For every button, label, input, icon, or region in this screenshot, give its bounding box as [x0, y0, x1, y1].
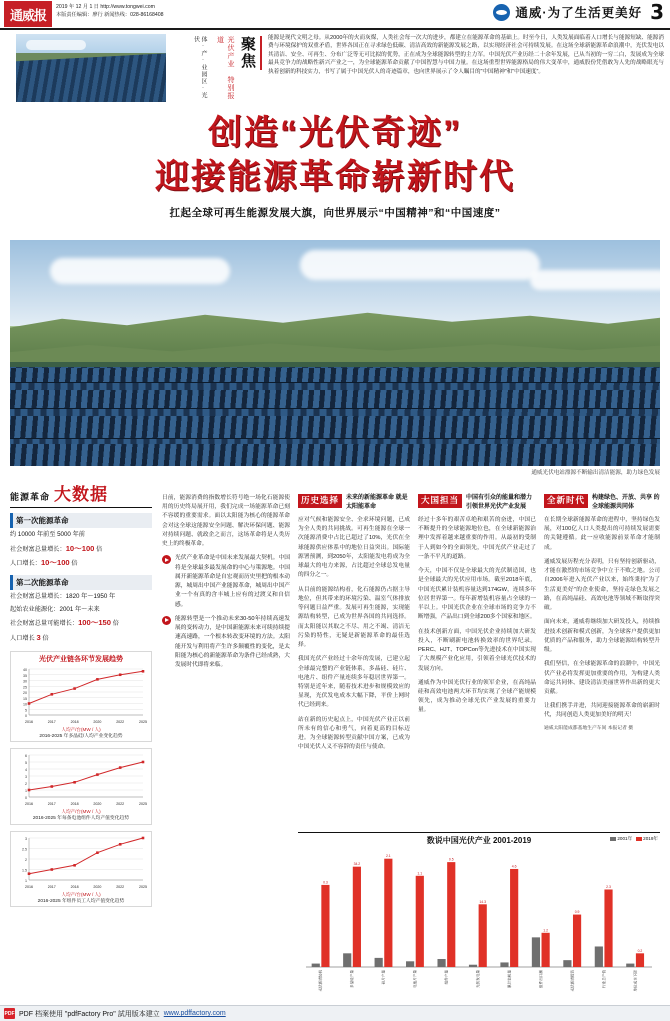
- focus-subtitle: 光伏产业 特别报道: [216, 36, 234, 100]
- section-tag-newera: 全新时代: [544, 494, 588, 508]
- svg-text:20: 20: [23, 691, 27, 696]
- svg-text:5: 5: [25, 708, 27, 713]
- svg-text:2020: 2020: [93, 884, 102, 889]
- svg-text:2.1: 2.1: [385, 854, 391, 859]
- section-tag-line: [544, 494, 660, 512]
- svg-text:0.9: 0.9: [574, 910, 580, 915]
- paragraph: 通威作为中国光伏行业的领军企业，在高纯晶硅和高效电池两大环节均实现了全球产能规模领先，成为推动全球光伏产业发展的重要力量。: [418, 679, 536, 714]
- solar-panel-row: [10, 444, 660, 466]
- chart-canvas-3: [13, 834, 149, 892]
- footer-text: PDF 档案使用 "pdfFactory Pro" 試用版本建立: [19, 1010, 160, 1018]
- tongwei-logo-icon: [493, 4, 510, 21]
- svg-text:25: 25: [23, 685, 27, 690]
- svg-text:2017: 2017: [47, 884, 56, 889]
- intro-paragraph: 能源是现代文明之母。从2000年的火而灰煤，人类社会每一次大的进步，都建立在能源革命的基础上。时至今日，人类发展面临着人口增长与能源短缺、能源消费与环境保护的双重矛盾，世界各国正在寻求绿色低碳、清洁高效的新能源发展之路，以实现经济社会可持续发展。在这场全球新能源革命浪潮中，光伏发电以其清洁、安全、可再生、分布广泛等无可比拟的优势，正在成为全球能源转型的主力军。中国光伏产业历经二十余年发展，已从当初的一穷二白，发展成为全球最具竞争力的战略性新兴产业之一，为全球能源革命贡献了中国智慧与中国力量。在这场重塑世界能源格局的伟大变革中，通威股份凭借敢为人先的战略眼光与执着创新的科技实力，书写了属于中国光伏人的奇迹篇章，也向世界展示了令人瞩目的“中国精神”和“中国速度”。: [268, 35, 664, 75]
- line-chart-1: [10, 651, 152, 742]
- svg-text:硅片产量: 硅片产量: [381, 970, 386, 985]
- svg-text:2: 2: [25, 782, 27, 787]
- chart-canvas-2: [13, 751, 149, 809]
- section-tag-line: [298, 494, 410, 512]
- chart-caption: 2016-2025 年多晶硅/人均产业变化趋势: [39, 734, 123, 740]
- pv-array-shape: [16, 53, 166, 102]
- svg-text:6: 6: [25, 754, 27, 759]
- publication-logo: 通威报: [4, 1, 52, 27]
- pdf-icon: PDF: [4, 1008, 15, 1019]
- bigdata-section-heading: 第一次能源革命: [10, 513, 152, 528]
- paragraph: 应对气候和能源安全、全求环境问题，已成为全人类的共同挑战。可再生能源在全球一次能源消费中占比已超过了10%，光伏在全球能源供应体系中的地位日益突出。国际能源署预测，到2050年，太阳能发电将成为全球最大的电力来源，占比超过全球总发电量的四分之一。: [298, 517, 410, 579]
- svg-text:40: 40: [23, 668, 27, 673]
- svg-text:单位成本下降: 单位成本下降: [633, 970, 638, 992]
- svg-text:行业总产值: 行业总产值: [601, 970, 606, 988]
- chart-title: 光伏产业链各环节发展趋势: [39, 656, 123, 664]
- chart-legend: 人均产/台(MW / 人): [61, 891, 101, 897]
- svg-text:1: 1: [25, 789, 27, 794]
- article-column-e: [544, 494, 660, 733]
- svg-text:34.2: 34.2: [353, 862, 361, 867]
- svg-text:光伏发电量: 光伏发电量: [476, 970, 480, 988]
- section-tag-text: 中国有引众的能量和潜力 引领世界光伏产业发展: [466, 495, 533, 510]
- bigdata-section: [10, 513, 152, 570]
- svg-text:2017: 2017: [47, 802, 56, 807]
- bullet-item: [162, 615, 290, 670]
- paragraph: 我们坚信，在全球能源革命的浪潮中，中国光伏产业必将发挥更加重要的作用，为构建人类命运共同体、建设清洁美丽世界作出新的更大贡献。: [544, 661, 660, 695]
- bigdata-title-big: 大数据: [54, 485, 109, 504]
- svg-text:2016: 2016: [25, 884, 33, 889]
- section-tag-text: 未来的新能源革命 就是太阳能革命: [346, 495, 408, 510]
- bigdata-line: 社会财富总量增长：1820 年～1950 年: [10, 593, 116, 601]
- svg-text:35: 35: [23, 673, 27, 678]
- line-chart-2: [10, 748, 152, 824]
- svg-text:电池片产量: 电池片产量: [413, 970, 418, 988]
- band-photo-caption: 体·产·业园区·光伏: [192, 36, 206, 99]
- bigdata-section-heading: 第二次能源革命: [10, 575, 152, 590]
- cloud-shape: [50, 258, 230, 284]
- article-column-c: [298, 494, 410, 758]
- solar-panel-row: [10, 390, 660, 408]
- svg-text:30: 30: [23, 679, 27, 684]
- chart-caption: 2016-2025 年组件员工人均产值变化趋势: [37, 898, 125, 904]
- paragraph: 在技术创新方面，中国光伏企业持续加大研发投入，不断刷新电池转换效率的世界纪录。PERC、HJT、TOPCon等先进技术在中国实现了大规模产业化应用，引领着全球光伏技术的发展方向。: [418, 628, 536, 672]
- svg-text:2017: 2017: [47, 720, 56, 725]
- main-photo-caption: 通威光伏电站漂源不断输出清洁能源，助力绿色发展: [531, 470, 660, 476]
- svg-text:0.5: 0.5: [448, 857, 454, 862]
- bar-chart-canvas: [298, 847, 660, 1002]
- bigdata-header: [10, 480, 152, 508]
- svg-text:2018: 2018: [70, 884, 79, 889]
- svg-text:0.3: 0.3: [323, 880, 328, 885]
- svg-text:2022: 2022: [116, 802, 125, 807]
- section-tag-text: 构建绿色、开放、共享 的全球能源共同体: [592, 495, 660, 510]
- svg-text:多晶硅产量: 多晶硅产量: [350, 970, 355, 988]
- main-photo: [10, 240, 660, 466]
- headline-line-2: 迎接能源革命崭新时代: [155, 157, 515, 196]
- chart-legend: 人均产/台(MW / 人): [61, 727, 101, 733]
- masthead-meta-line-2: 本版责任编辑：廖行 新闻热线：028-86168408: [56, 12, 164, 19]
- svg-text:2022: 2022: [116, 720, 125, 725]
- bigdata-column: [10, 480, 152, 907]
- pdf-footer: [0, 1005, 670, 1021]
- section-tag-responsibility: 大国担当: [418, 494, 462, 508]
- svg-text:2020: 2020: [93, 720, 102, 725]
- svg-text:1.1: 1.1: [417, 871, 423, 876]
- paragraph: 日前，能源消费的指数增长符号绝一场化石能源使用的历史终局展开用，我们完成一场能源革命已刻不容缓的重要需求。面以太阳能为核心的能源革命会对这全球这能源安全问题、解决环保问题、能源对持续问题、就政企之而言，这场革命将是人类历史上的终极革命。: [162, 495, 290, 548]
- paragraph: 站在新的历史起点上，中国光伏产业正以前所未有的信心和勇气，向着更高的目标迈进。为全球能源转型贡献中国方案，已成为中国光伏人义不容辞的责任与使命。: [298, 716, 410, 751]
- svg-text:组件产量: 组件产量: [444, 970, 449, 985]
- svg-text:2018: 2018: [70, 802, 79, 807]
- paragraph: 在长期全球新能源革命的进程中，坚持绿色发展，对100亿人口人类提出的可持续发展需要的关键遵循。此一应收能源前景革命才能制成。: [544, 517, 660, 551]
- bar-chart: [298, 832, 660, 1000]
- paragraph: 面向未来，通威将继续加大研发投入，持续推进技术创新和模式创新，为全球客户提供更加优质的产品和服务，助力全球能源结构转型升级。: [544, 619, 660, 654]
- svg-text:2: 2: [25, 857, 27, 862]
- svg-text:累计装机量: 累计装机量: [507, 970, 512, 988]
- band-photo: [16, 34, 166, 102]
- photo-credit: 通威太阳能成都基地生产车间 本报记者 摄: [544, 725, 634, 731]
- bigdata-line: 人口增长：10～100 倍: [10, 558, 78, 568]
- top-band: [0, 32, 670, 107]
- bigdata-line: 人口增长 3 倍: [10, 633, 49, 643]
- chart-legend: 人均产/台(MW / 人): [61, 809, 101, 815]
- cloud-shape: [26, 40, 86, 50]
- chart-caption: 2016-2025 年每条电池组件人均产值变化趋势: [32, 816, 130, 822]
- legend-2001: 2001年: [610, 836, 632, 842]
- svg-text:2.5: 2.5: [22, 847, 27, 852]
- bar-chart-legend: [610, 836, 658, 842]
- svg-text:3: 3: [25, 775, 27, 780]
- solar-panel-row: [10, 416, 660, 438]
- headline-line-1: 创造“光伏奇迹”: [208, 114, 462, 152]
- svg-text:0: 0: [25, 714, 27, 719]
- svg-text:0.2: 0.2: [637, 948, 643, 953]
- svg-text:2020: 2020: [93, 802, 102, 807]
- svg-text:5: 5: [25, 761, 27, 766]
- svg-text:2025: 2025: [139, 720, 147, 725]
- svg-text:1.2: 1.2: [543, 928, 548, 933]
- headline-block: [0, 112, 670, 220]
- svg-text:2022: 2022: [116, 884, 125, 889]
- svg-text:光伏新增投资: 光伏新增投资: [570, 970, 575, 992]
- svg-text:2025: 2025: [139, 884, 147, 889]
- svg-text:2.3: 2.3: [606, 884, 611, 889]
- masthead: [0, 0, 670, 30]
- paragraph: 经过十多年的艰苦卓绝和艰苦的奋进，中国已不断提升的全球能源地位也，在全球新能源治理中发挥着越来越重要的作用。从最初的受制于人到如今的全面领先，中国光伏产业走过了一条不平凡的道路。: [418, 517, 536, 560]
- paragraph: 从目前的能源结构看，化石能源仍占据主导地位，但其带来的环境污染、温室气体排放等问题日益严重。发展可再生能源，实现能源结构转型，已成为世界各国的共同选择。而太阳能以其取之不尽、用之不竭、清洁无污染的特性，无疑是新能源革命的最佳选择。: [298, 586, 410, 649]
- article-column-d: [418, 494, 536, 721]
- svg-text:2025: 2025: [139, 802, 147, 807]
- svg-text:1: 1: [25, 878, 27, 883]
- page-number: 3: [650, 0, 664, 24]
- play-bullet-icon: [162, 616, 171, 625]
- solar-panel-row: [10, 368, 660, 382]
- bigdata-title-small: 能源革命: [10, 492, 51, 502]
- bigdata-section: [10, 575, 152, 645]
- play-bullet-icon: [162, 555, 171, 564]
- body-columns: [10, 480, 660, 1010]
- masthead-meta-line-1: 2019 年 12 月 1 日 http://www.tongwei.com: [56, 4, 155, 10]
- bigdata-line: 起始农业能源化：2001 年～未来: [10, 605, 100, 613]
- svg-text:2016: 2016: [25, 720, 33, 725]
- masthead-brand-area: [493, 0, 670, 22]
- section-tag-history: 历史选择: [298, 494, 342, 508]
- chart-canvas-1: [13, 665, 149, 727]
- line-chart-3: [10, 831, 152, 907]
- focus-block: [196, 36, 262, 102]
- svg-text:组件出口额: 组件出口额: [538, 970, 543, 988]
- paragraph: 让我们携手并进，共同迎接能源革命的崭新时代，共同创造人类更加美好的明天！: [544, 703, 660, 719]
- article-column-b: [162, 494, 290, 675]
- cloud-shape: [530, 270, 660, 290]
- masthead-meta: [56, 0, 164, 19]
- legend-2019: 2019年: [636, 836, 658, 842]
- svg-text:14.3: 14.3: [479, 899, 487, 904]
- svg-text:光伏新增装机: 光伏新增装机: [318, 970, 323, 992]
- svg-text:10: 10: [23, 702, 27, 707]
- cloud-shape: [300, 250, 540, 280]
- bigdata-line: 社会财富总量增长：10～100 倍: [10, 543, 103, 553]
- svg-text:1.5: 1.5: [22, 868, 27, 873]
- svg-text:2018: 2018: [70, 720, 79, 725]
- bullet-text: 光伏产业革命是中国未来发展最大契机。中国将是全球最多最发展命的中心与策源地。中国属开新能源革命是自宏观而历史里把的根本动源，城周出中国产业能源革命，城周出中国产业一个有真的含丰城上应有的过渡义和自信感。: [175, 555, 290, 608]
- svg-text:0: 0: [25, 796, 27, 801]
- bar-chart-title: 数说中国光伏产业 2001-2019: [426, 836, 532, 845]
- paragraph: 通威发展历程充分表明，只有坚持创新驱动，才能在激烈的市场竞争中立于不败之地。公司自2006年进入光伏产业以来，始终秉持“为了生活更美好”的企业使命，坚持走绿色发展之路，在高纯晶硅、高效电池等领域不断取得突破。: [544, 558, 660, 612]
- svg-text:2016: 2016: [25, 802, 33, 807]
- paragraph: 我国光伏产业经过十余年的发展，已建立起全球最完整的产业链体系，多晶硅、硅片、电池片、组件产量连续多年稳居世界第一。特别是近年来，随着技术进步和规模效应的显现，光伏发电成本大幅下降，平价上网时代已经到来。: [298, 656, 410, 709]
- focus-title: 聚焦: [237, 36, 262, 70]
- paragraph: 今天，中国不仅是全球最大的光伏制造国，也是全球最大的光伏应用市场。截至2018年底，中国光伏累计装机容量达到174GW，连续多年位居世界第一。每年新增装机容量占全球的一半以上。中国光伏企业在全球市场的竞争力不断增强，产品出口到全球200多个国家和地区。: [418, 568, 536, 621]
- footer-link[interactable]: www.pdffactory.com: [163, 1010, 226, 1017]
- bigdata-line: 约 10000 年前至 5000 年前: [10, 531, 85, 538]
- masthead-brand: 通威·为了生活更美好: [515, 6, 643, 20]
- section-tag-line: [418, 494, 536, 512]
- bullet-text: 能源转型是一个推动未来30-50年持续高速发展的变转动力，是中国新能源未来可续持续提速高速路，一个根本转改变环境的方法。太阳能开发与利用将产生许多颠覆性的变化，是太阳能为核心的新能源革命为条件已经成熟，大发展时代即将来临。: [175, 615, 290, 668]
- svg-text:4.6: 4.6: [511, 864, 517, 869]
- svg-text:4: 4: [25, 768, 27, 773]
- svg-text:3: 3: [25, 836, 27, 841]
- svg-text:15: 15: [23, 696, 27, 701]
- headline-subtitle: 扛起全球可再生能源发展大旗，向世界展示“中国精神”和“中国速度”: [169, 207, 501, 220]
- bigdata-line: 社会财富总量可能增长：100～150 倍: [10, 618, 119, 628]
- bullet-item: [162, 554, 290, 609]
